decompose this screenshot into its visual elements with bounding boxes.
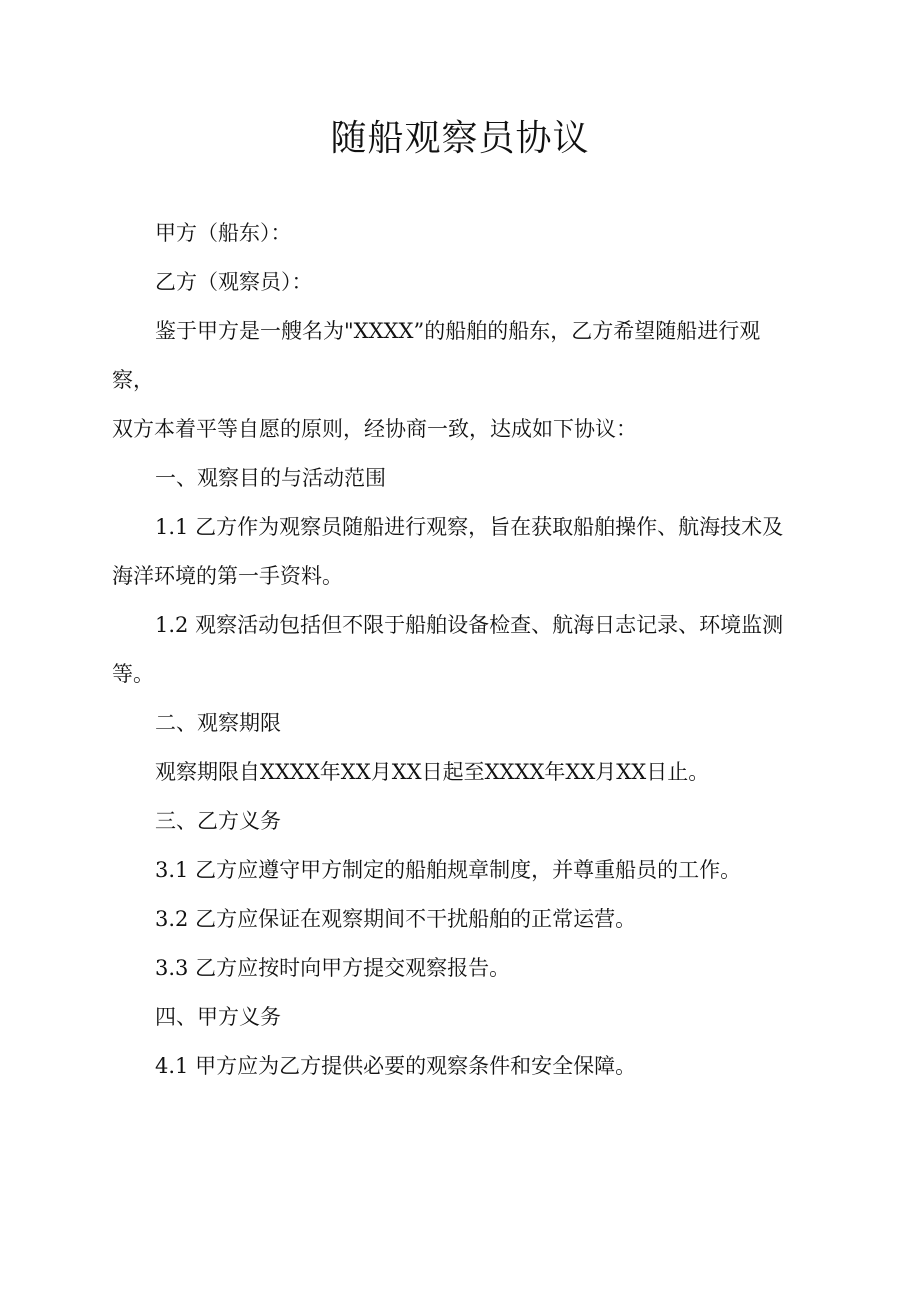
document-title: 随船观察员协议 <box>330 118 590 159</box>
section-2-heading: 二、观察期限 <box>155 711 281 735</box>
section-3-heading: 三、乙方义务 <box>155 809 281 833</box>
preamble-line-1: 鉴于甲方是一艘名为"XXXX”的船舶的船东，乙方希望随船进行观 <box>155 319 761 343</box>
clause-4-1: 4.1 甲方应为乙方提供必要的观察条件和安全保障。 <box>155 1054 637 1078</box>
clause-3-3: 3.3 乙方应按时向甲方提交观察报告。 <box>155 956 511 980</box>
party-b-line: 乙方（观察员）： <box>155 270 313 294</box>
section-1-heading: 一、观察目的与活动范围 <box>155 466 386 490</box>
section-2-text: 观察期限自XXXX年XX月XX日起至XXXX年XX月XX日止。 <box>155 760 710 784</box>
clause-3-2: 3.2 乙方应保证在观察期间不干扰船舶的正常运营。 <box>155 907 637 931</box>
clause-1-2-line-2: 等。 <box>112 662 154 686</box>
clause-1-1-line-1: 1.1 乙方作为观察员随船进行观察，旨在获取船舶操作、航海技术及 <box>155 515 784 539</box>
preamble-line-2: 察， <box>112 368 154 392</box>
party-a-line: 甲方（船东）： <box>155 221 292 245</box>
section-4-heading: 四、甲方义务 <box>155 1005 281 1029</box>
clause-3-1: 3.1 乙方应遵守甲方制定的船舶规章制度，并尊重船员的工作。 <box>155 858 742 882</box>
preamble-line-3: 双方本着平等自愿的原则，经协商一致，达成如下协议： <box>112 417 637 441</box>
clause-1-2-line-1: 1.2 观察活动包括但不限于船舶设备检查、航海日志记录、环境监测 <box>155 613 784 637</box>
clause-1-1-line-2: 海洋环境的第一手资料。 <box>112 564 343 588</box>
